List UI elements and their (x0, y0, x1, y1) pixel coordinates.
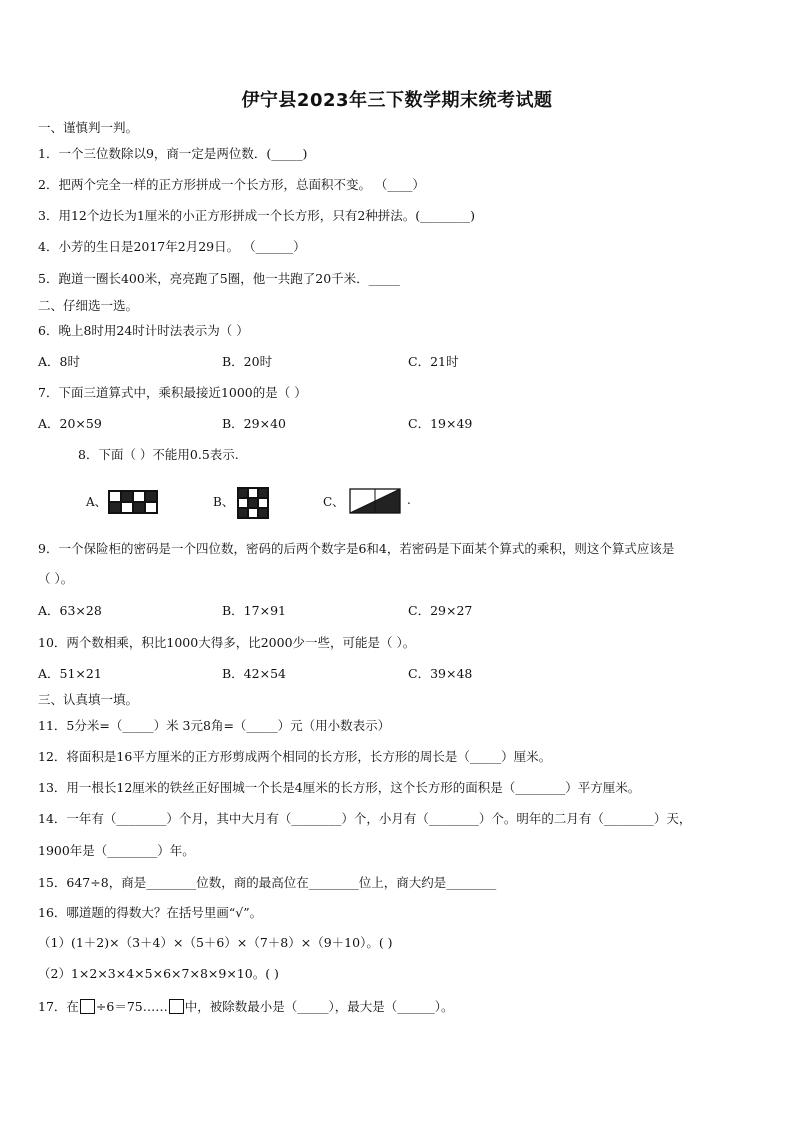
question-3: 3．用12个边长为1厘米的小正方形拼成一个长方形，只有2种拼法。(________) (38, 208, 476, 223)
q8-end-mark: . (407, 493, 411, 507)
question-9-line-1: 9．一个保险柜的密码是一个四位数，密码的后两个数字是6和4，若密码是下面某个算式的乘积，则这个算式应该是 (38, 541, 675, 556)
q7-option-c: C．19×49 (408, 416, 473, 431)
q7-option-b: B．29×40 (222, 416, 286, 431)
q7-option-a: A．20×59 (38, 416, 102, 431)
q8-figure-b-grid (237, 487, 269, 519)
question-7: 7．下面三道算式中，乘积最接近1000的是（ ） (38, 385, 307, 400)
question-16-part-2: （2）1×2×3×4×5×6×7×8×9×10。( ) (38, 966, 279, 981)
q8-label-a: A、 (86, 495, 107, 509)
question-17 (38, 999, 454, 1015)
section-heading-judge: 一、谨慎判一判。 (38, 120, 139, 135)
q8-label-c: C、 (323, 495, 345, 509)
q17-dividend-box (80, 999, 95, 1014)
question-14-line-2: 1900年是（________）年。 (38, 843, 195, 858)
q8-figure-c-shape (349, 488, 401, 514)
q17-remainder-box (169, 999, 184, 1014)
question-12: 12．将面积是16平方厘米的正方形剪成两个相同的长方形，长方形的周长是（_____）厘米。 (38, 749, 552, 764)
q9-option-c: C．29×27 (408, 603, 473, 618)
section-heading-fill: 三、认真填一填。 (38, 692, 139, 707)
question-1: 1．一个三位数除以9，商一定是两位数．(_____) (38, 146, 308, 161)
question-10: 10．两个数相乘，积比1000大得多，比2000少一些，可能是（ ）。 (38, 635, 416, 650)
section-heading-choose: 二、仔细选一选。 (38, 298, 139, 313)
q9-option-a: A．63×28 (38, 603, 102, 618)
q10-option-c: C．39×48 (408, 666, 473, 681)
question-8: 8．下面（ ）不能用0.5表示. (78, 447, 239, 462)
question-16-part-1: （1）(1＋2)×（3＋4）×（5＋6）×（7＋8）×（9＋10）。( ) (38, 935, 393, 950)
q8-figure-a-grid (108, 490, 158, 514)
question-11: 11．5分米=（_____）米 3元8角=（_____）元（用小数表示） (38, 718, 391, 733)
q17-text-middle: ÷6＝75…… (95, 999, 168, 1014)
question-6: 6．晚上8时用24时计时法表示为（ ） (38, 323, 249, 338)
page-title: 伊宁县2023年三下数学期末统考试题 (241, 90, 553, 111)
q9-option-b: B．17×91 (222, 603, 286, 618)
question-15: 15．647÷8，商是________位数，商的最高位在________位上，商大约是________ (38, 875, 497, 890)
question-16: 16．哪道题的得数大？在括号里画“√”。 (38, 905, 263, 920)
q6-option-b: B．20时 (222, 354, 273, 369)
q17-text-start: 17．在 (38, 999, 79, 1014)
q8-label-b: B、 (213, 495, 234, 509)
question-2: 2．把两个完全一样的正方形拼成一个长方形，总面积不变。 （____） (38, 177, 425, 192)
q10-option-b: B．42×54 (222, 666, 286, 681)
question-5: 5．跑道一圈长400米，亮亮跑了5圈，他一共跑了20千米．_____ (38, 271, 400, 286)
question-4: 4．小芳的生日是2017年2月29日。 （______） (38, 239, 306, 254)
question-9-line-2: （ ）。 (38, 571, 74, 586)
question-14-line-1: 14．一年有（________）个月，其中大月有（________）个，小月有（________）个。明年的二月有（________）天， (38, 811, 692, 826)
q10-option-a: A．51×21 (38, 666, 102, 681)
q6-option-c: C．21时 (408, 354, 459, 369)
q6-option-a: A．8时 (38, 354, 80, 369)
q17-text-end: 中，被除数最小是（_____），最大是（______）。 (184, 999, 454, 1014)
question-13: 13．用一根长12厘米的铁丝正好围城一个长是4厘米的长方形，这个长方形的面积是（________）平方厘米。 (38, 780, 641, 795)
